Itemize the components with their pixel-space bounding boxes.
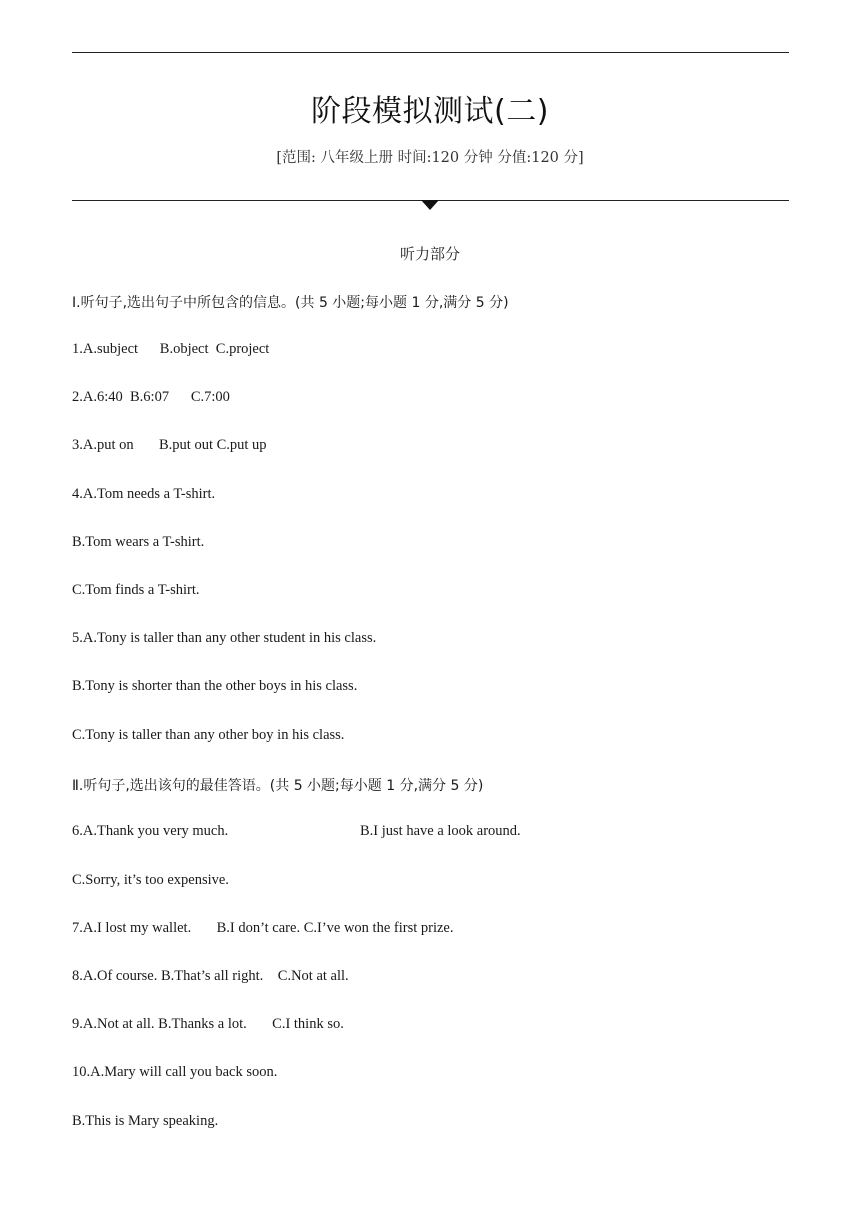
- question-7: 7.A.I lost my wallet. B.I don’t care. C.I’ve won the first prize.: [72, 920, 454, 936]
- question-6-option-c: C.Sorry, it’s too expensive.: [72, 872, 229, 888]
- section-heading: 听力部分: [399, 245, 460, 263]
- question-6-option-b: B.I just have a look around.: [360, 823, 521, 839]
- part2-heading: Ⅱ.听句子,选出该句的最佳答语。(共 5 小题;每小题 1 分,满分 5 分): [72, 778, 484, 794]
- question-6-option-a: 6.A.Thank you very much.: [72, 823, 229, 839]
- question-4-option-a: 4.A.Tom needs a T-shirt.: [72, 486, 216, 502]
- question-3: 3.A.put on B.put out C.put up: [72, 437, 267, 453]
- question-10-option-a: 10.A.Mary will call you back soon.: [72, 1064, 278, 1080]
- question-5-option-a: 5.A.Tony is taller than any other student in his class.: [72, 630, 377, 646]
- question-4-option-c: C.Tom finds a T-shirt.: [72, 582, 200, 598]
- triangle-marker-icon: [421, 200, 439, 210]
- part1-heading: Ⅰ.听句子,选出句子中所包含的信息。(共 5 小题;每小题 1 分,满分 5 分): [72, 295, 509, 311]
- question-2: 2.A.6:40 B.6:07 C.7:00: [72, 389, 230, 405]
- question-1: 1.A.subject B.object C.project: [72, 341, 270, 357]
- question-10-option-b: B.This is Mary speaking.: [72, 1113, 219, 1129]
- question-4-option-b: B.Tom wears a T-shirt.: [72, 534, 205, 550]
- question-5-option-b: B.Tony is shorter than the other boys in his class.: [72, 678, 358, 694]
- top-rule: [72, 52, 789, 53]
- question-6-row: [72, 823, 772, 843]
- page-title: 阶段模拟测试(二): [311, 94, 549, 129]
- question-8: 8.A.Of course. B.That’s all right. C.Not at all.: [72, 968, 349, 984]
- question-5-option-c: C.Tony is taller than any other boy in his class.: [72, 727, 345, 743]
- question-9: 9.A.Not at all. B.Thanks a lot. C.I think so.: [72, 1016, 344, 1032]
- exam-info: [范围: 八年级上册 时间:120 分钟 分值:120 分]: [276, 150, 584, 166]
